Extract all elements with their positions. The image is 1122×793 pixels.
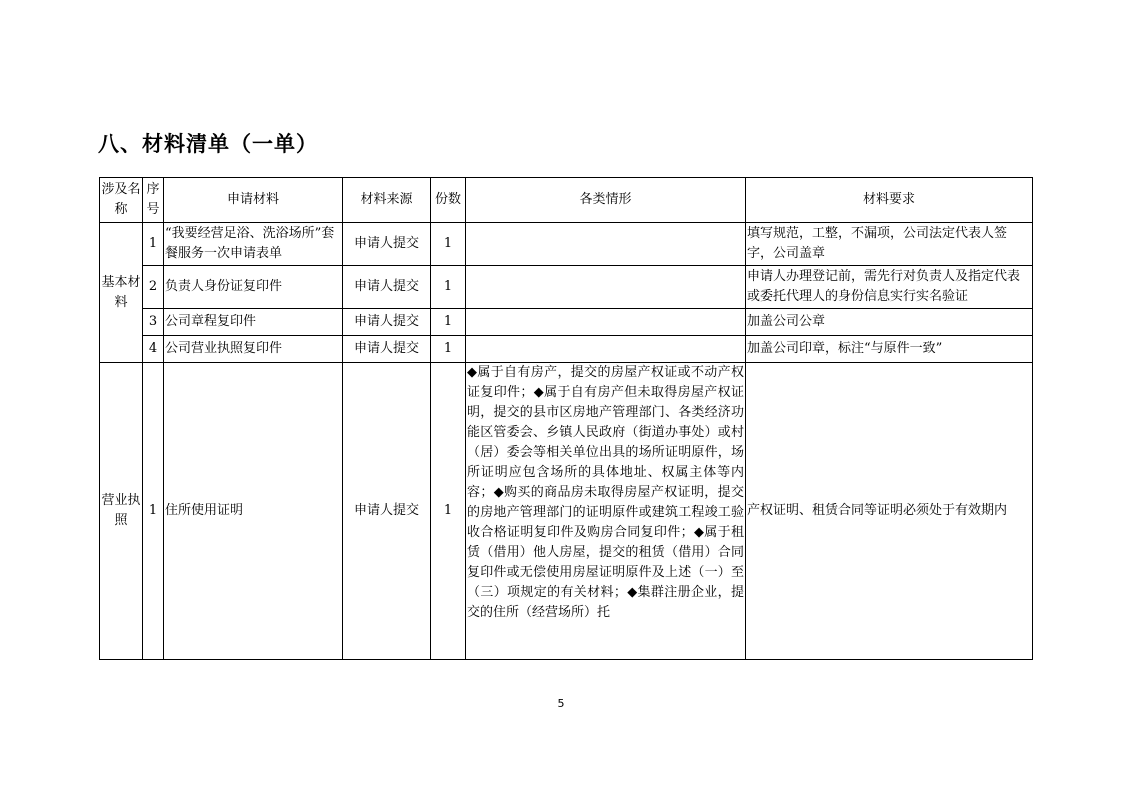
header-cases: 各类情形 xyxy=(466,178,746,223)
row-material: 公司章程复印件 xyxy=(164,309,343,336)
row-requirements: 产权证明、租赁合同等证明必须处于有效期内 xyxy=(746,363,1033,660)
row-no: 2 xyxy=(143,266,164,309)
header-no: 序号 xyxy=(143,178,164,223)
materials-table xyxy=(99,177,1033,660)
table-header-row xyxy=(100,178,1033,223)
row-cases xyxy=(466,223,746,266)
row-requirements: 申请人办理登记前，需先行对负责人及指定代表或委托代理人的身份信息实行实名验证 xyxy=(746,266,1033,309)
row-requirements: 填写规范，工整，不漏项，公司法定代表人签字，公司盖章 xyxy=(746,223,1033,266)
row-requirements: 加盖公司印章，标注“与原件一致” xyxy=(746,336,1033,363)
header-material: 申请材料 xyxy=(164,178,343,223)
row-cases xyxy=(466,336,746,363)
row-copies: 1 xyxy=(431,363,466,660)
section-title: 八、材料清单（一单） xyxy=(98,132,318,156)
header-requirements: 材料要求 xyxy=(746,178,1033,223)
row-copies: 1 xyxy=(431,309,466,336)
row-copies: 1 xyxy=(431,266,466,309)
header-source: 材料来源 xyxy=(343,178,431,223)
group-name-basic: 基本材料 xyxy=(100,223,143,363)
row-source: 申请人提交 xyxy=(343,266,431,309)
row-no: 3 xyxy=(143,309,164,336)
row-source: 申请人提交 xyxy=(343,336,431,363)
table-row xyxy=(100,223,1033,266)
row-no: 4 xyxy=(143,336,164,363)
row-material: 负责人身份证复印件 xyxy=(164,266,343,309)
row-cases xyxy=(466,309,746,336)
row-material: “我要经营足浴、洗浴场所”套餐服务一次申请表单 xyxy=(164,223,343,266)
row-cases: ◆属于自有房产，提交的房屋产权证或不动产权证复印件；◆属于自有房产但未取得房屋产权证明，提交的县市区房地产管理部门、各类经济功能区管委会、乡镇人民政府（街道办事处）或村（居）委会等相关单位出具的场所证明原件，场所证明应包含场所的具体地址、权属主体等内容；◆购买的商品房未取得房屋产权证明，提交的房地产管理部门的证明原件或建筑工程竣工验收合格证明复印件及购房合同复印件；◆属于租赁（借用）他人房屋，提交的租赁（借用）合同复印件或无偿使用房屋证明原件及上述（一）至（三）项规定的有关材料；◆集群注册企业，提交的住所（经营场所）托 xyxy=(466,363,746,660)
row-requirements: 加盖公司公章 xyxy=(746,309,1033,336)
row-material: 住所使用证明 xyxy=(164,363,343,660)
row-copies: 1 xyxy=(431,336,466,363)
row-source: 申请人提交 xyxy=(343,223,431,266)
row-source: 申请人提交 xyxy=(343,309,431,336)
row-no: 1 xyxy=(143,363,164,660)
table-row xyxy=(100,266,1033,309)
row-source: 申请人提交 xyxy=(343,363,431,660)
header-copies: 份数 xyxy=(431,178,466,223)
row-copies: 1 xyxy=(431,223,466,266)
row-material: 公司营业执照复印件 xyxy=(164,336,343,363)
row-no: 1 xyxy=(143,223,164,266)
table-row xyxy=(100,363,1033,660)
header-scope: 涉及名称 xyxy=(100,178,143,223)
table-row xyxy=(100,336,1033,363)
row-cases xyxy=(466,266,746,309)
table-row xyxy=(100,309,1033,336)
page-number: 5 xyxy=(557,697,565,710)
group-name-license: 营业执照 xyxy=(100,363,143,660)
